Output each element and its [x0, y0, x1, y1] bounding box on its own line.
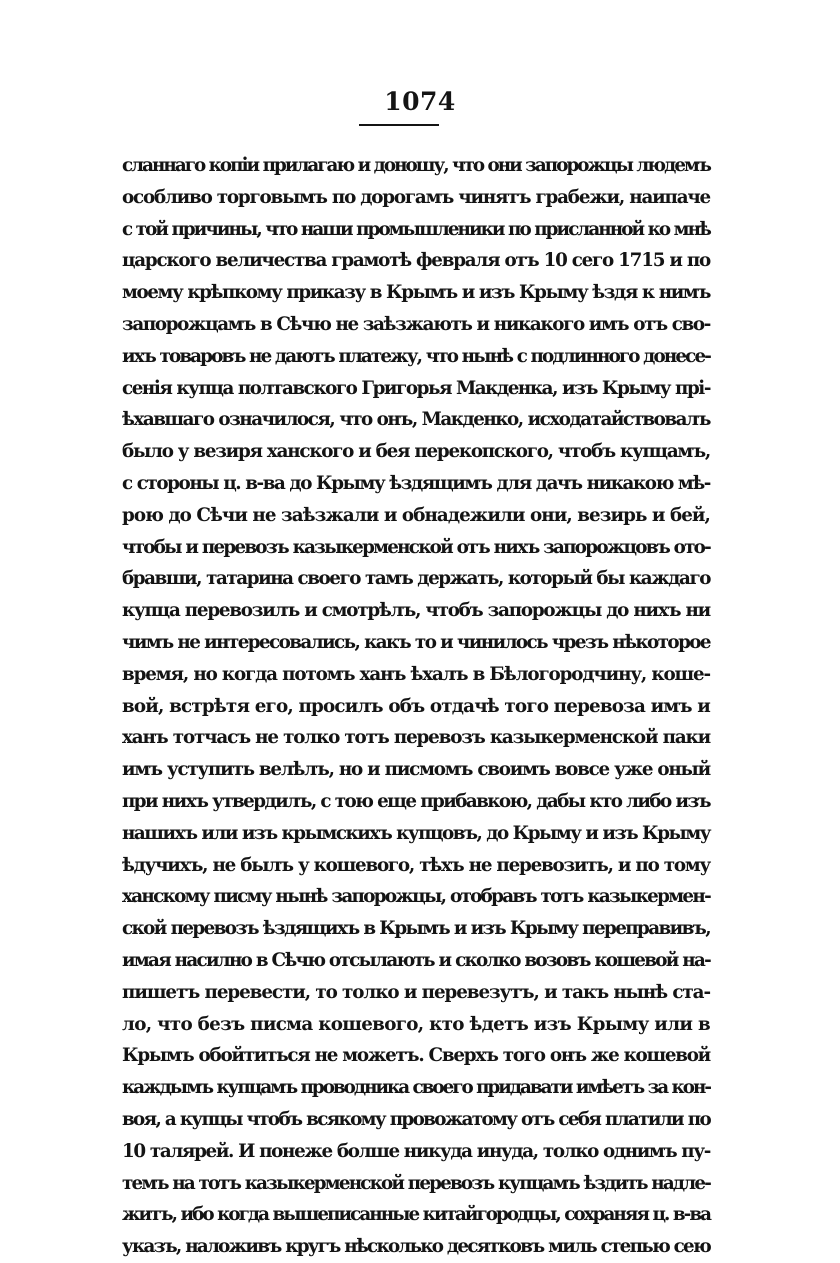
text-line: ло, что безъ писма кошевого, кто ѣдетъ изъ Крыму или в [122, 1013, 710, 1035]
text-line: имъ уступить велѣлъ, но и писмомъ своимъ вовсе уже оный [122, 759, 710, 781]
text-line: чтобы и перевозъ казыкерменской отъ нихъ запорожцовъ ото- [122, 536, 710, 558]
text-line: ѣхавшаго означилося, что онъ, Макденко, исходатайствовалъ [122, 409, 710, 431]
text-line: сенія купца полтавского Григорья Макденка, изъ Крыму прі- [122, 377, 710, 399]
text-line: бравши, татарина своего тамъ держать, который бы каждаго [122, 568, 710, 590]
text-line: при нихъ утвердилъ, с тою еще прибавкою, дабы кто либо изъ [122, 790, 710, 812]
text-line: запорожцамъ в Сѣчю не заѣзжають и никакого имъ отъ сво- [122, 313, 710, 335]
text-line: особливо торговымъ по дорогамъ чинятъ грабежи, наипаче [122, 186, 710, 208]
text-line: чимъ не интересовались, какъ то и чинилось чрезъ нѣкоторое [122, 631, 711, 653]
page-number: 1074 [384, 87, 456, 116]
text-line: 10 талярей. И понеже болше никуда инуда, толко однимъ пу- [122, 1140, 710, 1162]
text-line: вой, встрѣтя его, просилъ объ отдачѣ того перевоза имъ и [122, 695, 710, 717]
text-line: рою до Сѣчи не заѣзжали и обнадежили они, везирь и бей, [122, 504, 710, 526]
text-line: воя, а купцы чтобъ всякому провожатому отъ себя платили по [122, 1108, 710, 1130]
text-line: ѣдучихъ, не былъ у кошевого, тѣхъ не перевозить, и по тому [122, 854, 710, 876]
text-line: с той причины, что наши промышленики по присланной ко мнѣ [122, 218, 710, 240]
text-line: время, но когда потомъ ханъ ѣхалъ в Бѣлогородчину, коше- [122, 663, 710, 685]
body-text [122, 150, 710, 1263]
text-line: царского величества грамотѣ февраля отъ 10 сего 1715 и по [122, 250, 710, 272]
text-line: ихъ товаровъ не даютъ платежу, что нынѣ с подлинного донесе- [122, 345, 710, 367]
text-line: было у везиря ханского и бея перекопского, чтобъ купцамъ, [122, 441, 710, 463]
text-line: имая насилно в Сѣчю отсылають и сколко возовъ кошевой на- [122, 949, 710, 971]
text-line: с стороны ц. в-ва до Крыму ѣздящимъ для дачъ никакою мѣ- [122, 472, 710, 494]
text-line: ханскому писму нынѣ запорожцы, отобравъ тотъ казыкермен- [122, 886, 710, 908]
text-line: каждымъ купцамъ проводника своего придавати имѣетъ за кон- [122, 1077, 710, 1099]
text-line: темъ на тотъ казыкерменской перевозъ купцамъ ѣздить надле- [122, 1172, 710, 1194]
text-line: житъ, ибо когда вышеписанные китайгородцы, сохраняя ц. в-ва [122, 1204, 710, 1226]
text-line: купца перевозилъ и смотрѣлъ, чтобъ запорожцы до нихъ ни [122, 600, 710, 622]
text-line: Крымъ обойтиться не можетъ. Сверхъ того онъ же кошевой [122, 1045, 710, 1067]
text-line: моему крѣпкому приказу в Крымъ и изъ Крыму ѣздя к нимъ [122, 282, 710, 304]
text-line: ханъ тотчасъ не толко тотъ перевозъ казыкерменской паки [122, 727, 710, 749]
text-line: сланнаго копіи прилагаю и доношу, что они запорожцы людемъ [122, 155, 710, 176]
text-line: указъ, наложивъ кругъ нѣсколько десятковъ миль степью сею [122, 1236, 711, 1258]
text-line: нашихъ или изъ крымскихъ купцовъ, до Крыму и изъ Крыму [122, 822, 710, 844]
text-line: ской перевозъ ѣздящихъ в Крымъ и изъ Крыму переправивъ, [122, 918, 710, 940]
page-number-underline [359, 124, 439, 126]
text-line: пишетъ перевести, то толко и перевезутъ, и такъ нынѣ ста- [122, 981, 710, 1003]
